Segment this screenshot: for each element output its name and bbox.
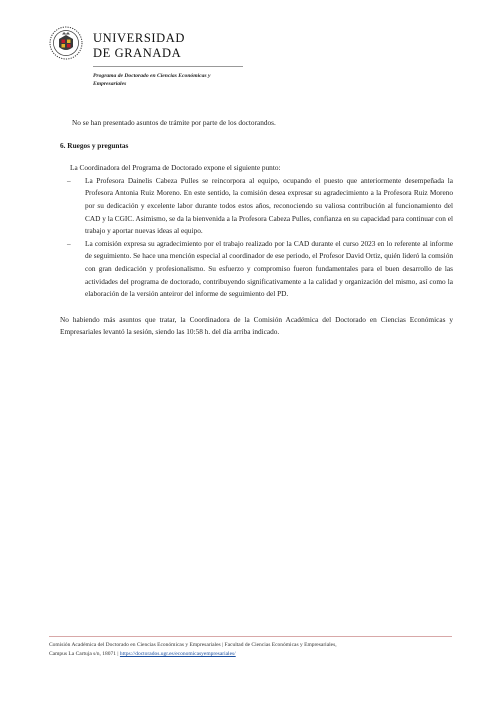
header-divider <box>93 66 243 67</box>
program-name: Programa de Doctorado en Ciencias Económicas y Empresariales <box>93 73 211 87</box>
points-list <box>60 175 453 301</box>
intro-paragraph: La Coordinadora del Programa de Doctorado expone el siguiente punto: <box>70 163 281 173</box>
university-name-line2: DE GRANADA <box>93 46 182 60</box>
footer-divider <box>49 636 452 637</box>
footer-address: Campus La Cartuja s/n, 18071 | <box>49 651 119 657</box>
document-body <box>60 117 453 339</box>
footer-line2 <box>49 650 459 659</box>
tramite-paragraph: No se han presentado asuntos de trámite por parte de los doctorandos. <box>72 118 276 127</box>
list-item-text: La comisión expresa su agradecimiento por el trabajo realizado por la CAD durante el curso 2023 en lo referente al informe de seguimiento. Se hace una mención especial al coordinador de ese periodo, el Profesor David Ortiz, quién lideró la comsión con gran dedicación y profesionalismo. Su esfuerzo y compromiso fueron fundamentales para el buen desarrollo de las actividades del programa de doctorado, contribuyendo significativamente a la calidad y organización del mismo, así como la elaboración de la versión anteiror del informe de seguimiento del PD. <box>85 238 453 299</box>
university-seal-icon <box>49 26 83 60</box>
letterhead <box>49 26 309 96</box>
list-item <box>67 175 453 238</box>
list-item-text: La Profesora Dainelis Cabeza Pulles se reincorpora al equipo, ocupando el puesto que anteriormente desempeñada la Profesora Antonia Ruiz Moreno. En este sentido, la comisión desea expresar su agradecimiento a la Profesora Ruiz Moreno por su dedicación y excelente labor durante todos estos años, reconociendo su valiosa contribución al funcionamiento del CAD y la CGIC. Asimismo, se da la bienvenida a la Profesora Cabeza Pulles, confianza en su capacidad para continuar con el trabajo y aportar nuevas ideas al equipo. <box>85 175 453 236</box>
footer-website-link[interactable]: https://doctorados.ugr.es/economicasyempresariales/ <box>119 651 236 657</box>
page-footer <box>49 641 459 659</box>
list-item <box>67 238 453 301</box>
dash-bullet-icon: – <box>67 175 71 185</box>
dash-bullet-icon: – <box>67 238 71 248</box>
closing-paragraph: No habiendo más asuntos que tratar, la Coordinadora de la Comisión Académica del Doctorado en Ciencias Económicas y Empresariales levantó la sesión, siendo las 10:58 h. del día arriba indicado. <box>60 314 453 337</box>
section-heading: 6. Ruegos y preguntas <box>60 140 129 150</box>
footer-line1: Comisión Académica del Doctorado en Ciencias Económicas y Empresariales | Facultad de Ciencias Económicas y Empresariales, <box>49 642 337 648</box>
university-name-line1: UNIVERSIDAD <box>93 31 186 45</box>
